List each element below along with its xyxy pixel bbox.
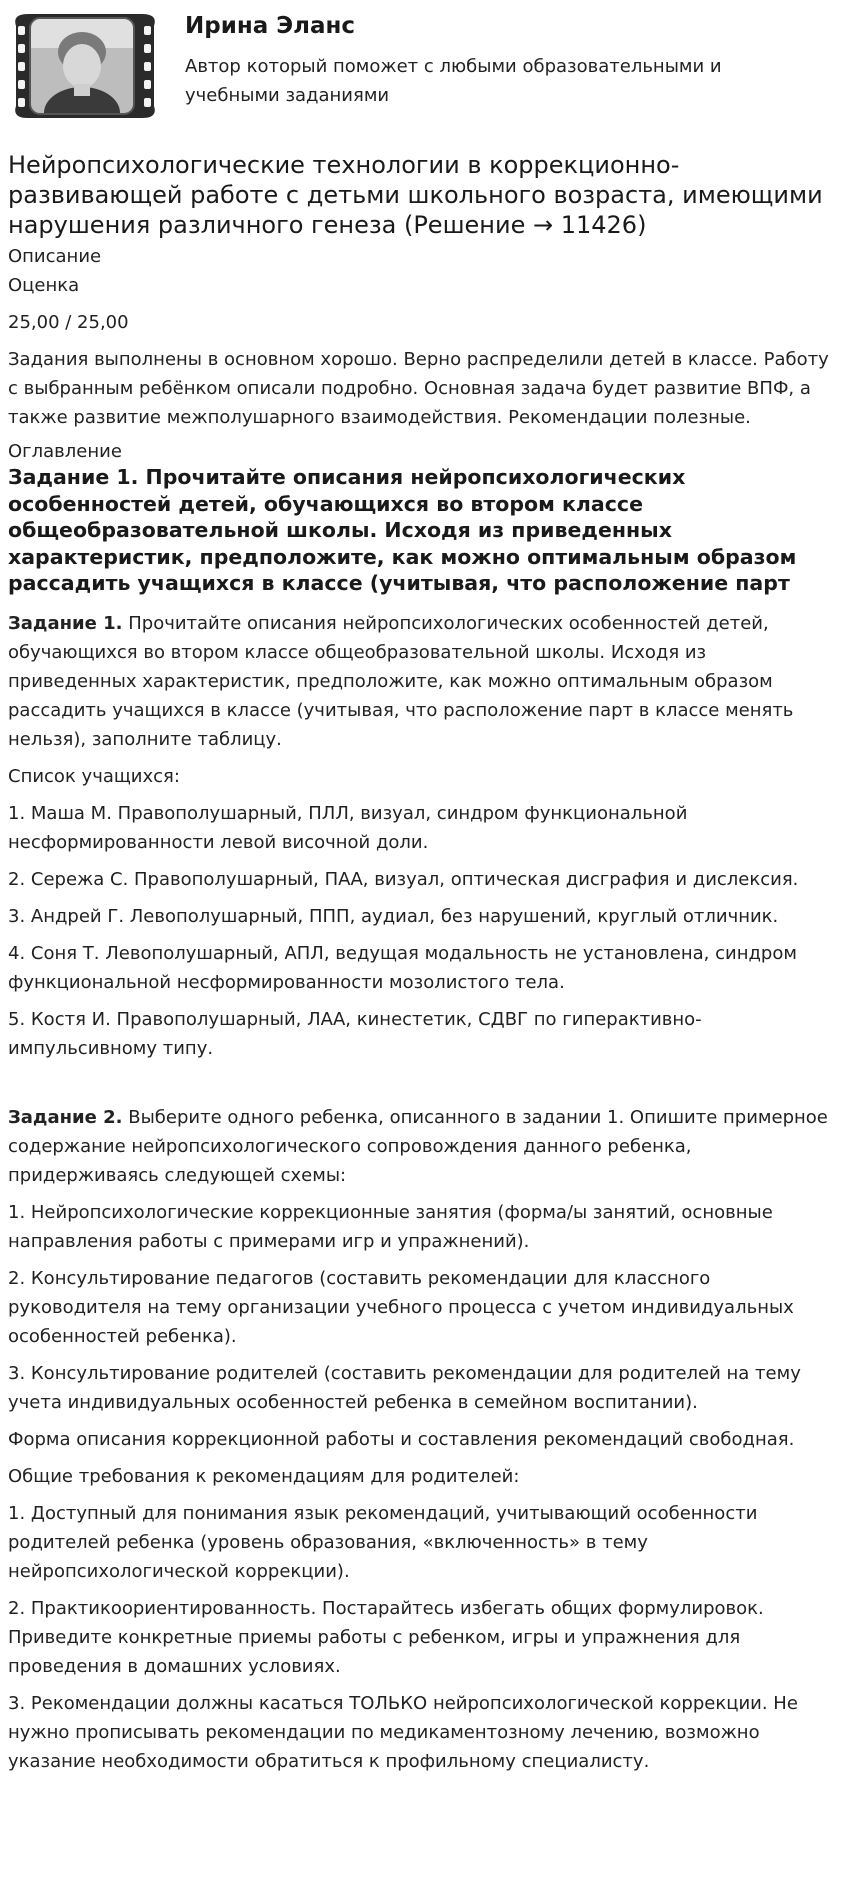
requirements-title: Общие требования к рекомендациям для родителей:: [8, 1465, 520, 1487]
task2-text: Выберите одного ребенка, описанного в задании 1. Опишите примерное содержание нейропсихологического сопровождения данного ребенка, придерживаясь следующей схемы:: [8, 1106, 828, 1186]
student-item: 2. Сережа С. Правополушарный, ПАА, визуал, оптическая дисграфия и дислексия.: [8, 868, 799, 890]
grade-feedback: Задания выполнены в основном хорошо. Верно распределили детей в классе. Работу с выбранным ребёнком описали подробно. Основная задача будет развитие ВПФ, а также развитие межполушарного взаимодействия. Рекомендации полезные.: [8, 349, 829, 428]
author-card: [8, 8, 839, 123]
grade-label: Оценка: [8, 275, 80, 296]
requirement-item: 3. Рекомендации должны касаться ТОЛЬКО нейропсихологической коррекции. Не нужно прописывать рекомендации по медикаментозному лечению, возможно указание необходимости обратиться к профильному специалисту.: [8, 1692, 798, 1772]
task2-item: 1. Нейропсихологические коррекционные занятия (форма/ы занятий, основные направления работы с примерами игр и упражнений).: [8, 1201, 773, 1252]
student-item: 1. Маша М. Правополушарный, ПЛЛ, визуал, синдром функциональной несформированности левой височной доли.: [8, 802, 688, 853]
toc-label: Оглавление: [8, 441, 122, 462]
student-item: 3. Андрей Г. Левополушарный, ППП, аудиал, без нарушений, круглый отличник.: [8, 905, 779, 927]
document-title: Нейропсихологические технологии в коррекционно-развивающей работе с детьми школьного возраста, имеющими нарушения различного генеза (Решение → 11426): [8, 151, 823, 239]
grade-score: 25,00 / 25,00: [8, 312, 129, 333]
students-list-title: Список учащихся:: [8, 765, 180, 787]
task2-paragraph: [8, 1103, 840, 1190]
author-description: Автор который поможет с любыми образовательными и учебными заданиями: [185, 56, 722, 106]
description-label: Описание: [8, 246, 102, 267]
document-content: [8, 150, 840, 1776]
requirement-item: 2. Практикоориентированность. Постарайтесь избегать общих формулировок. Приведите конкретные приемы работы с ребенком, игры и упражнения для проведения в домашних условиях.: [8, 1597, 764, 1677]
task1-text: Прочитайте описания нейропсихологических особенностей детей, обучающихся во втором классе общеобразовательной школы. Исходя из приведенных характеристик, предположите, как можно оптимальным образом рассадить учащихся в классе (учитывая, что расположение парт в классе менять нельзя), заполните таблицу.: [8, 612, 794, 750]
task1-paragraph: [8, 609, 840, 754]
task2-item: 2. Консультирование педагогов (составить рекомендации для классного руководителя на тему организации учебного процесса с учетом индивидуальных особенностей ребенка).: [8, 1267, 794, 1347]
toc-heading: Задание 1. Прочитайте описания нейропсихологических особенностей детей, обучающихся во втором классе общеобразовательной школы. Исходя из приведенных характеристик, предположите, как можно оптимальным образом рассадить учащихся в классе (учитывая, что расположение парт: [8, 465, 797, 595]
free-form-note: Форма описания коррекционной работы и составления рекомендаций свободная.: [8, 1428, 795, 1450]
section-spacer: [8, 1063, 840, 1093]
task2-item: 3. Консультирование родителей (составить рекомендации для родителей на тему учета индивидуальных особенностей ребенка в семейном воспитании).: [8, 1362, 801, 1413]
student-item: 5. Костя И. Правополушарный, ЛАА, кинестетик, СДВГ по гиперактивно-импульсивному типу.: [8, 1008, 702, 1059]
task2-label: Задание 2.: [8, 1106, 123, 1128]
requirement-item: 1. Доступный для понимания язык рекомендаций, учитывающий особенности родителей ребенка (уровень образования, «включенность» в тему нейропсихологической коррекции).: [8, 1502, 758, 1582]
student-item: 4. Соня Т. Левополушарный, АПЛ, ведущая модальность не установлена, синдром функциональной несформированности мозолистого тела.: [8, 942, 797, 993]
task1-label: Задание 1.: [8, 612, 123, 634]
author-name: Ирина Эланс: [185, 13, 356, 39]
author-avatar: [8, 8, 163, 123]
